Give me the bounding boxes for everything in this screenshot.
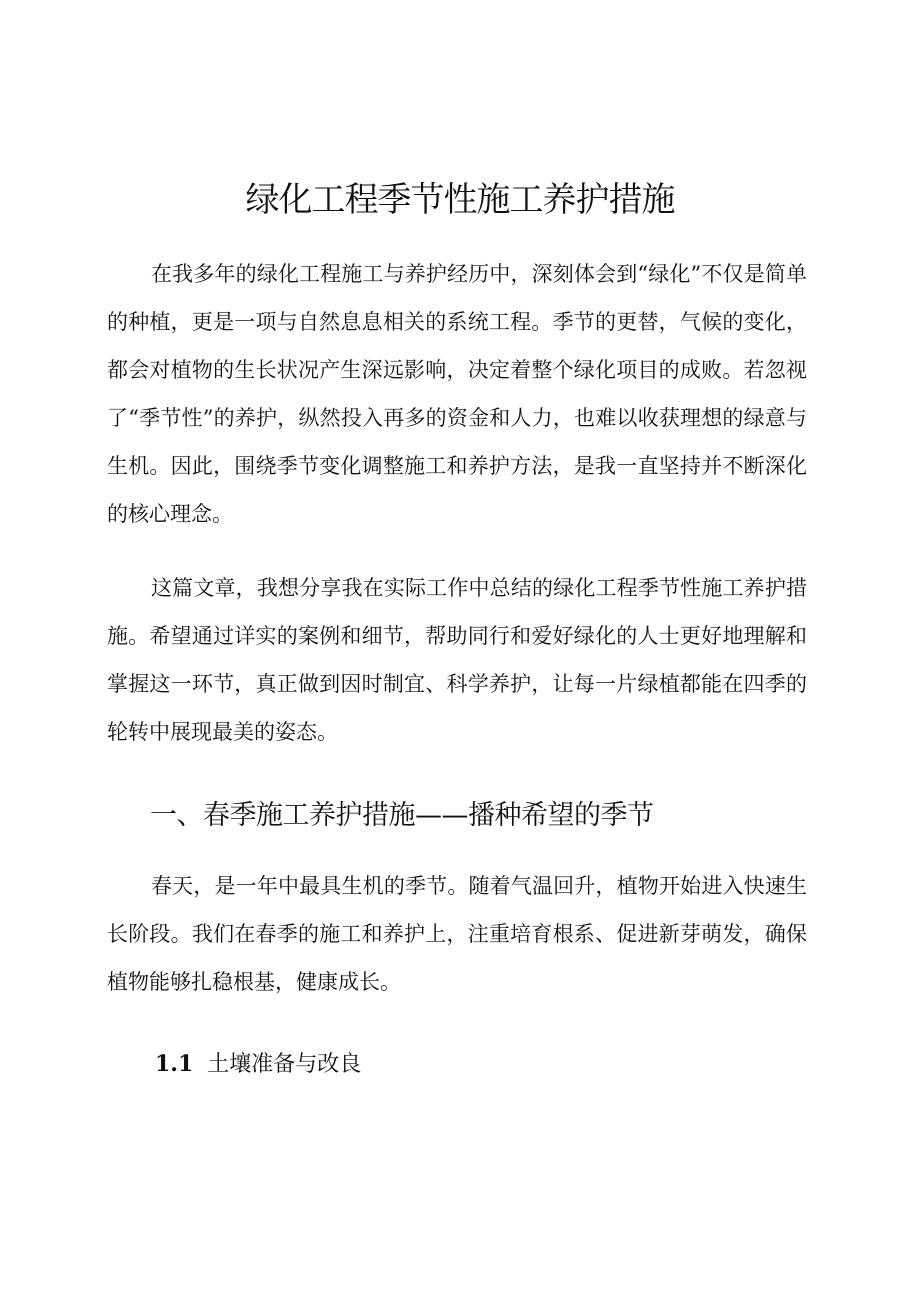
document-title: 绿化工程季节性施工养护措施 — [245, 180, 675, 220]
intro-paragraph-2: 这篇文章，我想分享我在实际工作中总结的绿化工程季节性施工养护措施。希望通过详实的案例和细节，帮助同行和爱好绿化的人士更好地理解和掌握这一环节，真正做到因时制宜、科学养护，让每一片绿植都能在四季的轮转中展现最美的姿态。 — [107, 576, 807, 744]
section-heading-spring: 一、春季施工养护措施——播种希望的季节 — [150, 800, 654, 831]
subsection-number: 1.1 — [155, 1051, 194, 1077]
subsection-title: 土壤准备与改良 — [207, 1052, 362, 1077]
intro-paragraph-1: 在我多年的绿化工程施工与养护经历中，深刻体会到“绿化”不仅是简单的种植，更是一项与自然息息相关的系统工程。季节的更替，气候的变化，都会对植物的生长状况产生深远影响，决定着整个绿化项目的成败。若忽视了“季节性”的养护，纵然投入再多的资金和人力，也难以收获理想的绿意与生机。因此，围绕季节变化调整施工和养护方法，是我一直坚持并不断深化的核心理念。 — [107, 262, 807, 526]
subsection-heading — [155, 1044, 361, 1085]
section-paragraph-spring: 春天，是一年中最具生机的季节。随着气温回升，植物开始进入快速生长阶段。我们在春季的施工和养护上，注重培育根系、促进新芽萌发，确保植物能够扎稳根基，健康成长。 — [107, 874, 807, 994]
